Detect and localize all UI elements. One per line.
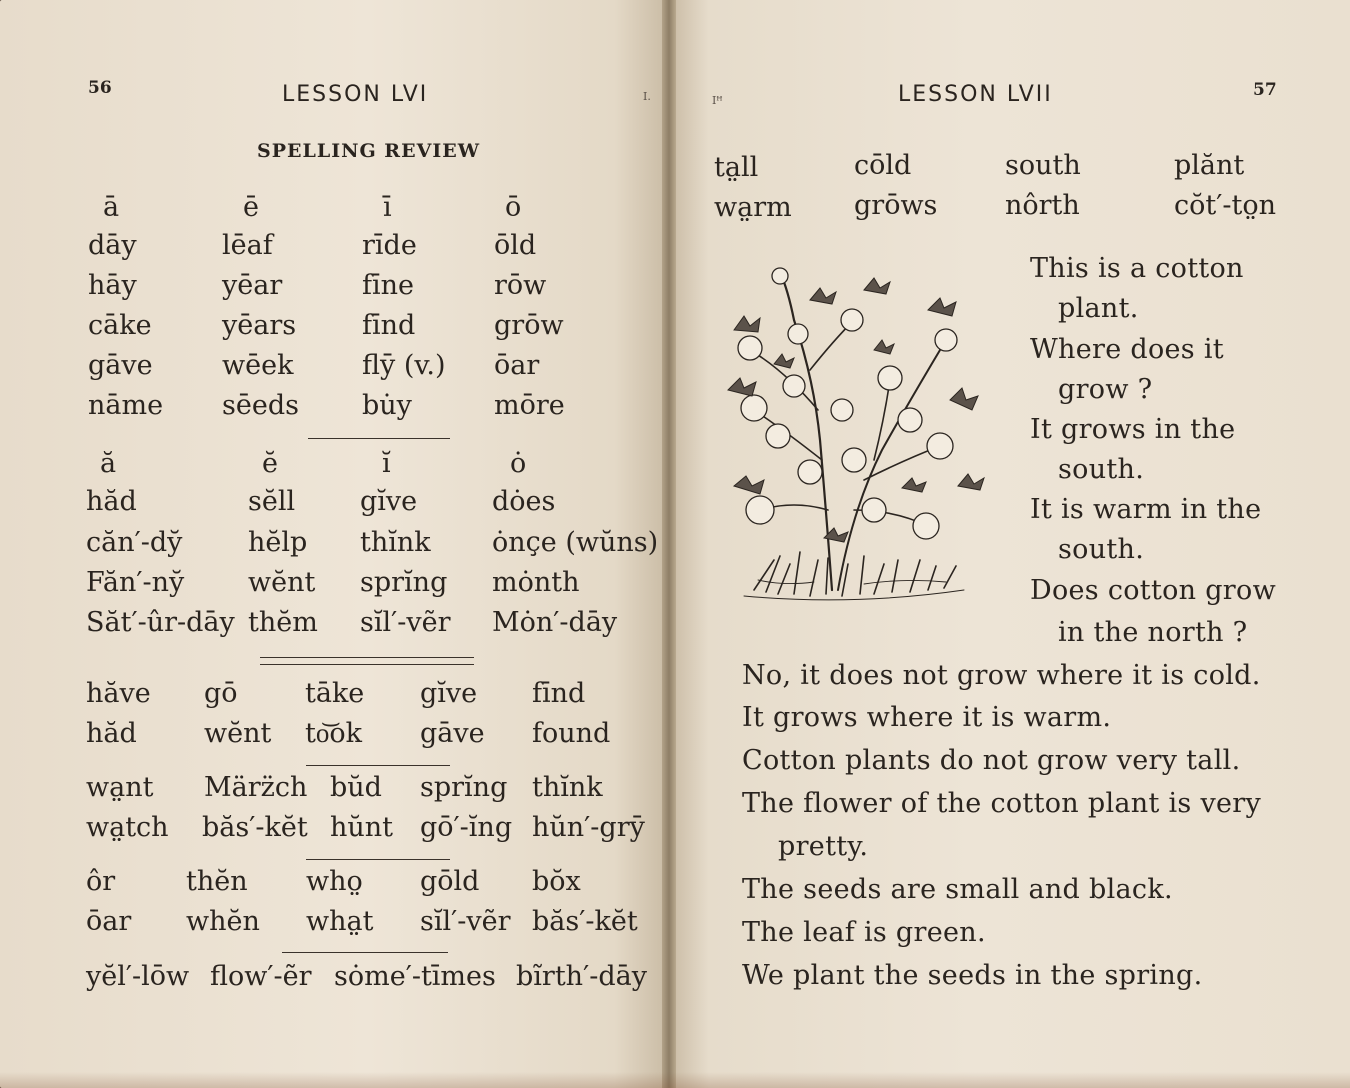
word: bŏx xyxy=(532,866,581,897)
divider-rule xyxy=(282,952,448,953)
right-page-number: 57 xyxy=(1253,80,1277,100)
word: sĕll xyxy=(248,486,296,517)
divider-double-rule-bottom xyxy=(260,664,474,665)
text-line: pretty. xyxy=(778,831,869,862)
word: băs′-kĕt xyxy=(202,812,308,843)
vowel-header: ī xyxy=(383,192,392,223)
word: cōld xyxy=(854,150,912,181)
word: gĭve xyxy=(360,486,418,517)
word: ōld xyxy=(494,230,537,261)
text-line: It is warm in the xyxy=(1030,494,1262,525)
text-line: It grows in the xyxy=(1030,414,1236,445)
word: whĕn xyxy=(186,906,260,937)
word: yĕl′-lōw xyxy=(86,961,190,992)
spelling-review-subtitle: SPELLING REVIEW xyxy=(257,140,481,162)
text-line: No, it does not grow where it is cold. xyxy=(742,660,1261,691)
word: found xyxy=(532,718,611,749)
text-line: south. xyxy=(1058,454,1145,485)
word: ōar xyxy=(494,350,540,381)
word: lēaf xyxy=(222,230,273,261)
divider-double-rule-top xyxy=(260,657,474,658)
word: wa̤tch xyxy=(86,812,169,843)
word: hāy xyxy=(88,270,137,301)
word: bĩrth′-dāy xyxy=(516,961,647,992)
word: plănt xyxy=(1174,150,1245,181)
word: Făn′-ny̆ xyxy=(86,567,185,598)
divider-rule xyxy=(308,438,450,439)
left-margin-mark: I. xyxy=(643,90,651,103)
word: thĭnk xyxy=(360,527,431,558)
word: wa̤nt xyxy=(86,772,154,803)
word: sĭl′-vẽr xyxy=(360,607,451,638)
word: hăve xyxy=(86,678,151,709)
word: nāme xyxy=(88,390,164,421)
word: thĕn xyxy=(186,866,248,897)
word: băs′-kĕt xyxy=(532,906,638,937)
word: Mȯn′-dāy xyxy=(492,607,618,638)
word: wha̤t xyxy=(306,906,374,937)
word: gāve xyxy=(88,350,153,381)
text-line: We plant the seeds in the spring. xyxy=(742,960,1203,991)
word: căn′-dy̆ xyxy=(86,527,183,558)
word: sĭl′-vẽr xyxy=(420,906,511,937)
text-line: The leaf is green. xyxy=(742,917,986,948)
word: hăd xyxy=(86,486,137,517)
word: sprĭng xyxy=(420,772,508,803)
text-line: south. xyxy=(1058,534,1145,565)
cotton-plant-illustration xyxy=(714,260,990,614)
word: to͝ok xyxy=(305,718,362,749)
word: Săt′-ûr-dāy xyxy=(86,607,235,638)
word: hŭnt xyxy=(330,812,394,843)
word: rīde xyxy=(362,230,417,261)
text-line: Does cotton grow xyxy=(1030,575,1276,606)
vowel-header: ō xyxy=(505,192,522,223)
word: sprĭng xyxy=(360,567,448,598)
book-gutter xyxy=(662,0,676,1088)
word: flȳ (v.) xyxy=(362,350,446,381)
word: grōws xyxy=(854,190,938,221)
word: fīnd xyxy=(532,678,586,709)
text-line: plant. xyxy=(1058,293,1139,324)
word: ōar xyxy=(86,906,132,937)
word: ȯnçe (wŭns) xyxy=(492,527,659,558)
word: nôrth xyxy=(1005,190,1080,221)
text-line: Cotton plants do not grow very tall. xyxy=(742,745,1241,776)
word: wēek xyxy=(222,350,294,381)
vowel-header: ȯ xyxy=(510,448,527,479)
word: bu̇y xyxy=(362,390,412,421)
word: wa̤rm xyxy=(714,192,792,223)
text-line: Where does it xyxy=(1030,334,1224,365)
word: gō′-ĭng xyxy=(420,812,513,843)
left-page-number: 56 xyxy=(88,78,112,98)
vowel-header: ē xyxy=(243,192,259,223)
right-margin-mark: Iꟸ xyxy=(712,94,723,107)
word: sȯme′-tīmes xyxy=(334,961,496,992)
word: rōw xyxy=(494,270,547,301)
word: gōld xyxy=(420,866,480,897)
text-line: The seeds are small and black. xyxy=(742,874,1173,905)
word: tāke xyxy=(305,678,365,709)
word: ôr xyxy=(86,866,116,897)
word: ta̤ll xyxy=(714,152,759,183)
word: yēars xyxy=(222,310,297,341)
word: hăd xyxy=(86,718,137,749)
word: sēeds xyxy=(222,390,299,421)
right-lesson-title: LESSON LVII xyxy=(898,82,1053,107)
left-lesson-title: LESSON LVI xyxy=(282,82,429,107)
vowel-header: ĕ xyxy=(262,448,278,479)
word: hĕlp xyxy=(248,527,308,558)
word: grōw xyxy=(494,310,564,341)
word: who̤ xyxy=(306,866,363,897)
divider-rule xyxy=(306,765,450,766)
divider-rule xyxy=(306,859,450,860)
word: fīnd xyxy=(362,310,416,341)
word: cŏt′-to̤n xyxy=(1174,190,1276,221)
vowel-header: ā xyxy=(103,192,120,223)
word: gō xyxy=(204,678,238,709)
vowel-header: ĭ xyxy=(382,448,391,479)
word: mȯnth xyxy=(492,567,580,598)
vowel-header: ă xyxy=(100,448,117,479)
word: flow′-ẽr xyxy=(210,961,312,992)
word: dȯes xyxy=(492,486,556,517)
word: fīne xyxy=(362,270,414,301)
word: bŭd xyxy=(330,772,382,803)
word: thĕm xyxy=(248,607,318,638)
page-bottom-edge xyxy=(0,1072,1350,1088)
text-line: in the north ? xyxy=(1058,617,1248,648)
word: wĕnt xyxy=(248,567,316,598)
word: März̈ch xyxy=(204,772,308,803)
word: yēar xyxy=(222,270,283,301)
text-line: The flower of the cotton plant is very xyxy=(742,788,1262,819)
word: hŭn′-grȳ xyxy=(532,812,645,843)
text-line: It grows where it is warm. xyxy=(742,702,1112,733)
word: cāke xyxy=(88,310,152,341)
text-line: grow ? xyxy=(1058,374,1153,405)
word: gāve xyxy=(420,718,485,749)
word: dāy xyxy=(88,230,137,261)
word: thĭnk xyxy=(532,772,603,803)
word: wĕnt xyxy=(204,718,272,749)
word: gĭve xyxy=(420,678,478,709)
text-line: This is a cotton xyxy=(1030,253,1244,284)
word: mōre xyxy=(494,390,565,421)
word: south xyxy=(1005,150,1081,181)
